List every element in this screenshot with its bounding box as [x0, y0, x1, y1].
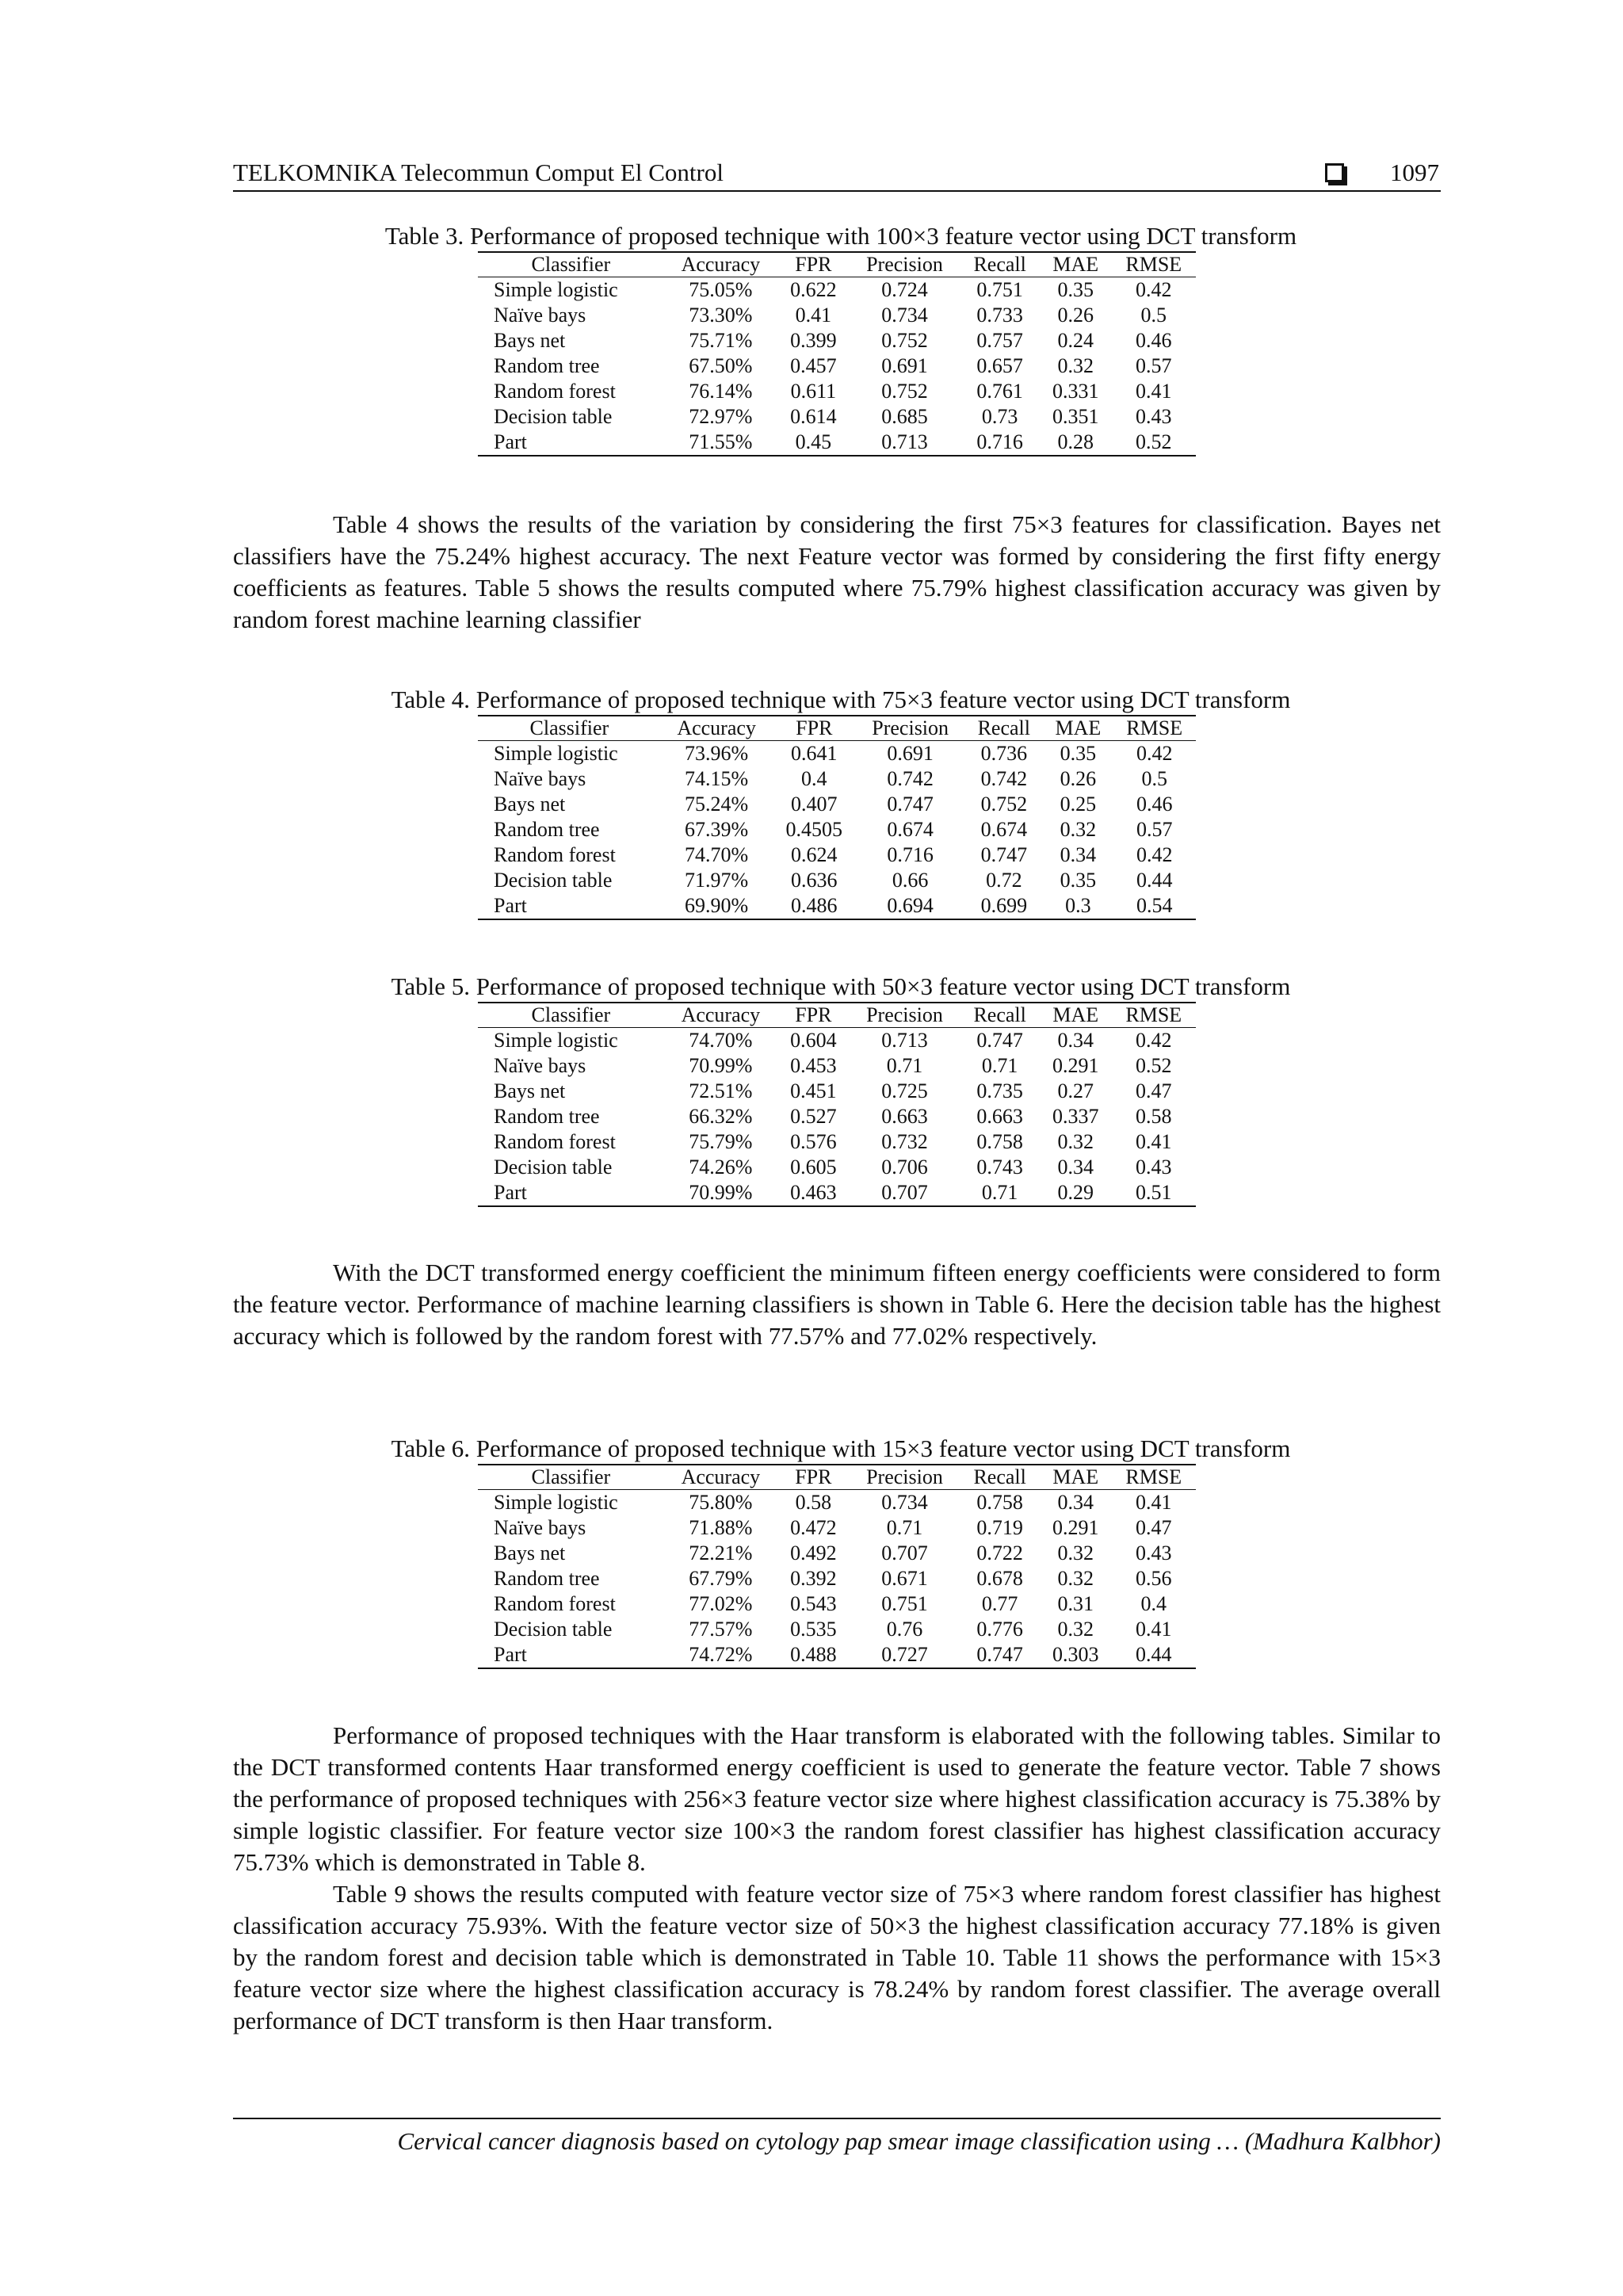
value-cell: 0.732 — [881, 1130, 928, 1153]
table-row — [478, 430, 1196, 456]
column-header: FPR — [777, 1003, 850, 1028]
value-cell: 0.605 — [790, 1156, 837, 1179]
value-cell: 67.79% — [689, 1567, 753, 1590]
classifier-cell: Decision table — [494, 1156, 613, 1179]
value-cell: 0.576 — [790, 1130, 837, 1153]
table-caption: Table 6. Performance of proposed technique with 15×3 feature vector using DCT transform — [391, 1435, 1291, 1462]
checkbox-square-icon — [1325, 163, 1344, 182]
column-header: Recall — [960, 1003, 1040, 1028]
value-cell: 0.43 — [1136, 405, 1172, 428]
column-header: Accuracy — [664, 1465, 777, 1490]
value-cell: 0.492 — [790, 1541, 837, 1564]
table-caption: Table 3. Performance of proposed technique with 100×3 feature vector using DCT transform — [384, 222, 1297, 250]
value-cell: 0.392 — [790, 1567, 837, 1590]
classifier-cell: Decision table — [494, 405, 613, 428]
value-cell: 0.733 — [976, 304, 1023, 327]
value-cell: 0.24 — [1057, 329, 1094, 352]
table-row — [478, 277, 1196, 304]
value-cell: 0.747 — [980, 843, 1028, 866]
table-row — [478, 1079, 1196, 1104]
value-cell: 0.691 — [887, 742, 934, 765]
value-cell: 0.707 — [881, 1541, 928, 1564]
value-cell: 0.34 — [1057, 1156, 1094, 1179]
value-cell: 75.71% — [689, 329, 753, 352]
table-row — [478, 1104, 1196, 1129]
value-cell: 0.636 — [791, 869, 838, 892]
table-6 — [478, 1464, 1196, 1669]
value-cell: 0.35 — [1060, 742, 1097, 765]
table-5-block — [233, 972, 1441, 1207]
table-row — [478, 1028, 1196, 1054]
value-cell: 0.725 — [881, 1079, 928, 1102]
value-cell: 0.671 — [881, 1567, 928, 1590]
column-header: Precision — [850, 252, 960, 277]
value-cell: 0.5 — [1141, 767, 1167, 790]
classifier-cell: Part — [478, 1180, 664, 1206]
classifier-cell: Part — [478, 893, 661, 919]
classifier-cell: Random tree — [494, 818, 600, 841]
value-cell: 0.751 — [881, 1592, 928, 1615]
value-cell: 0.57 — [1136, 818, 1173, 841]
value-cell: 0.52 — [1112, 430, 1196, 456]
value-cell: 0.4505 — [785, 818, 843, 841]
value-cell: 0.742 — [980, 767, 1028, 790]
table-row — [478, 1155, 1196, 1180]
column-header: RMSE — [1112, 1465, 1196, 1490]
value-cell: 67.50% — [689, 354, 753, 377]
table-row — [478, 303, 1196, 328]
column-header: Accuracy — [664, 1003, 777, 1028]
value-cell: 0.32 — [1057, 1541, 1094, 1564]
value-cell: 0.706 — [881, 1156, 928, 1179]
column-header: RMSE — [1112, 252, 1196, 277]
classifier-cell: Random tree — [494, 354, 600, 377]
value-cell: 0.757 — [976, 329, 1023, 352]
value-cell: 0.26 — [1057, 304, 1094, 327]
value-cell: 0.604 — [790, 1029, 837, 1052]
column-header: Classifier — [478, 1003, 664, 1028]
value-cell: 71.97% — [685, 869, 749, 892]
value-cell: 67.39% — [685, 818, 749, 841]
classifier-cell: Random tree — [494, 1567, 600, 1590]
table-row — [478, 353, 1196, 379]
classifier-cell: Naïve bays — [494, 304, 586, 327]
column-header: Precision — [850, 1465, 960, 1490]
value-cell: 0.758 — [976, 1130, 1023, 1153]
column-header: MAE — [1043, 716, 1113, 741]
table-row — [478, 1515, 1196, 1541]
value-cell: 0.707 — [850, 1180, 960, 1206]
value-cell: 0.407 — [791, 793, 838, 816]
value-cell: 0.735 — [976, 1079, 1023, 1102]
value-cell: 0.685 — [881, 405, 928, 428]
value-cell: 0.43 — [1136, 1541, 1172, 1564]
table-row — [478, 817, 1196, 842]
value-cell: 72.97% — [689, 405, 753, 428]
value-cell: 0.752 — [980, 793, 1028, 816]
classifier-cell: Decision table — [494, 869, 613, 892]
value-cell: 0.622 — [790, 278, 837, 301]
column-header: Accuracy — [664, 252, 777, 277]
classifier-cell: Simple logistic — [494, 1491, 618, 1514]
page-number: 1097 — [1390, 159, 1439, 186]
value-cell: 0.742 — [887, 767, 934, 790]
value-cell: 0.734 — [881, 1491, 928, 1514]
value-cell: 0.41 — [1136, 1491, 1172, 1514]
value-cell: 0.42 — [1136, 843, 1173, 866]
value-cell: 0.34 — [1060, 843, 1097, 866]
value-cell: 0.678 — [976, 1567, 1023, 1590]
table-row — [478, 1566, 1196, 1591]
classifier-cell: Bays net — [494, 1079, 566, 1102]
value-cell: 0.41 — [795, 304, 832, 327]
value-cell: 0.32 — [1057, 1567, 1094, 1590]
table-caption: Table 5. Performance of proposed technique with 50×3 feature vector using DCT transform — [391, 972, 1291, 1000]
value-cell: 0.4 — [1140, 1592, 1167, 1615]
table-row — [478, 1180, 1196, 1206]
column-header: MAE — [1040, 252, 1112, 277]
value-cell: 0.73 — [981, 405, 1018, 428]
table-row — [478, 741, 1196, 767]
value-cell: 0.27 — [1057, 1079, 1094, 1102]
table-caption: Table 4. Performance of proposed technique with 75×3 feature vector using DCT transform — [391, 686, 1291, 713]
value-cell: 0.31 — [1057, 1592, 1094, 1615]
value-cell: 0.77 — [981, 1592, 1018, 1615]
table-4 — [478, 715, 1196, 920]
value-cell: 74.72% — [664, 1642, 777, 1668]
column-header: Classifier — [478, 716, 661, 741]
table-header-row — [478, 1003, 1196, 1028]
value-cell: 0.35 — [1060, 869, 1097, 892]
classifier-cell: Random forest — [494, 1592, 616, 1615]
value-cell: 0.71 — [981, 1054, 1018, 1077]
value-cell: 0.42 — [1136, 1029, 1172, 1052]
value-cell: 71.88% — [689, 1516, 753, 1539]
value-cell: 0.41 — [1136, 380, 1172, 403]
value-cell: 0.291 — [1052, 1054, 1099, 1077]
value-cell: 0.32 — [1060, 818, 1097, 841]
classifier-cell: Simple logistic — [494, 278, 618, 301]
value-cell: 0.43 — [1136, 1156, 1172, 1179]
table-row — [478, 1129, 1196, 1155]
value-cell: 0.663 — [976, 1105, 1023, 1128]
running-header — [233, 155, 1441, 192]
value-cell: 0.303 — [1040, 1642, 1112, 1668]
classifier-cell: Naïve bays — [494, 767, 586, 790]
value-cell: 0.734 — [881, 304, 928, 327]
classifier-cell: Random forest — [494, 380, 616, 403]
value-cell: 76.14% — [689, 380, 753, 403]
value-cell: 0.52 — [1136, 1054, 1172, 1077]
classifier-cell: Naïve bays — [494, 1516, 586, 1539]
value-cell: 0.752 — [881, 380, 928, 403]
value-cell: 0.713 — [850, 430, 960, 456]
value-cell: 0.54 — [1113, 893, 1196, 919]
value-cell: 0.722 — [976, 1541, 1023, 1564]
table-row — [478, 1541, 1196, 1566]
value-cell: 74.70% — [685, 843, 749, 866]
value-cell: 0.29 — [1040, 1180, 1112, 1206]
value-cell: 77.57% — [689, 1618, 753, 1641]
value-cell: 0.747 — [960, 1642, 1040, 1668]
value-cell: 0.72 — [986, 869, 1022, 892]
value-cell: 73.30% — [689, 304, 753, 327]
value-cell: 0.758 — [976, 1491, 1023, 1514]
value-cell: 0.25 — [1060, 793, 1097, 816]
value-cell: 0.716 — [960, 430, 1040, 456]
table-row — [478, 766, 1196, 792]
value-cell: 73.96% — [685, 742, 749, 765]
value-cell: 0.45 — [777, 430, 850, 456]
value-cell: 0.71 — [886, 1054, 923, 1077]
table-row — [478, 893, 1196, 919]
value-cell: 75.05% — [689, 278, 753, 301]
table-row — [478, 328, 1196, 353]
value-cell: 0.44 — [1136, 869, 1173, 892]
classifier-cell: Bays net — [494, 329, 566, 352]
value-cell: 0.614 — [790, 405, 837, 428]
table-row — [478, 842, 1196, 868]
table-6-block — [233, 1434, 1441, 1669]
value-cell: 66.32% — [689, 1105, 753, 1128]
column-header: FPR — [777, 1465, 850, 1490]
value-cell: 0.453 — [790, 1054, 837, 1077]
value-cell: 0.46 — [1136, 793, 1173, 816]
column-header: MAE — [1040, 1003, 1112, 1028]
value-cell: 70.99% — [689, 1054, 753, 1077]
value-cell: 0.41 — [1136, 1130, 1172, 1153]
value-cell: 0.57 — [1136, 354, 1172, 377]
column-header: FPR — [773, 716, 856, 741]
classifier-cell: Decision table — [494, 1618, 613, 1641]
classifier-cell: Part — [478, 430, 664, 456]
classifier-cell: Bays net — [494, 1541, 566, 1564]
column-header: Precision — [856, 716, 964, 741]
value-cell: 0.76 — [886, 1618, 923, 1641]
column-header: RMSE — [1112, 1003, 1196, 1028]
value-cell: 69.90% — [661, 893, 773, 919]
journal-name: TELKOMNIKA Telecommun Comput El Control — [233, 159, 724, 186]
column-header: RMSE — [1113, 716, 1196, 741]
paragraph-text: With the DCT transformed energy coefficient the minimum fifteen energy coefficients were considered to form the feature vector. Performance of machine learning classifiers is shown in Table 6. Here the decision table has the highest accuracy which is followed by the random forest with 77.57% and 77.02% respectively. — [233, 1259, 1441, 1350]
column-header: Recall — [960, 1465, 1040, 1490]
value-cell: 0.3 — [1043, 893, 1113, 919]
value-cell: 0.32 — [1057, 1618, 1094, 1641]
table-row — [478, 868, 1196, 893]
running-footer — [233, 2118, 1441, 2159]
value-cell: 0.716 — [887, 843, 934, 866]
value-cell: 0.747 — [976, 1029, 1023, 1052]
value-cell: 0.291 — [1052, 1516, 1099, 1539]
table-row — [478, 1053, 1196, 1079]
value-cell: 0.44 — [1112, 1642, 1196, 1668]
value-cell: 0.331 — [1052, 380, 1099, 403]
value-cell: 72.51% — [689, 1079, 753, 1102]
classifier-cell: Bays net — [494, 793, 566, 816]
value-cell: 0.337 — [1052, 1105, 1099, 1128]
value-cell: 0.543 — [790, 1592, 837, 1615]
classifier-cell: Simple logistic — [494, 1029, 618, 1052]
value-cell: 0.743 — [976, 1156, 1023, 1179]
value-cell: 74.15% — [685, 767, 749, 790]
classifier-cell: Random tree — [494, 1105, 600, 1128]
value-cell: 75.79% — [689, 1130, 753, 1153]
value-cell: 0.776 — [976, 1618, 1023, 1641]
column-header: Precision — [850, 1003, 960, 1028]
value-cell: 0.488 — [777, 1642, 850, 1668]
value-cell: 0.663 — [881, 1105, 928, 1128]
table-header-row — [478, 716, 1196, 741]
value-cell: 0.47 — [1136, 1079, 1172, 1102]
paragraph-1 — [233, 509, 1441, 636]
table-3 — [478, 251, 1196, 457]
footer-text: Cervical cancer diagnosis based on cytology pap smear image classification using … (Madhura Kalbhor) — [397, 2127, 1441, 2155]
value-cell: 0.34 — [1057, 1029, 1094, 1052]
value-cell: 0.641 — [791, 742, 838, 765]
table-row — [478, 1642, 1196, 1668]
value-cell: 0.42 — [1136, 742, 1173, 765]
value-cell: 0.747 — [887, 793, 934, 816]
column-header: Recall — [964, 716, 1043, 741]
value-cell: 75.24% — [685, 793, 749, 816]
value-cell: 0.32 — [1057, 354, 1094, 377]
classifier-cell: Random forest — [494, 1130, 616, 1153]
value-cell: 0.713 — [881, 1029, 928, 1052]
value-cell: 0.674 — [980, 818, 1028, 841]
table-row — [478, 792, 1196, 817]
value-cell: 0.32 — [1057, 1130, 1094, 1153]
column-header: Classifier — [478, 1465, 664, 1490]
value-cell: 0.71 — [960, 1180, 1040, 1206]
value-cell: 0.761 — [976, 380, 1023, 403]
column-header: Accuracy — [661, 716, 773, 741]
value-cell: 0.399 — [790, 329, 837, 352]
classifier-cell: Part — [478, 1642, 664, 1668]
table-3-block — [233, 221, 1441, 457]
value-cell: 0.34 — [1057, 1491, 1094, 1514]
table-row — [478, 379, 1196, 404]
paragraph-4 — [233, 1878, 1441, 2037]
value-cell: 75.80% — [689, 1491, 753, 1514]
table-header-row — [478, 252, 1196, 277]
paragraph-text: Table 9 shows the results computed with feature vector size of 75×3 where random forest classifier has highest classification accuracy 75.93%. With the feature vector size of 50×3 the highest classification accuracy 77.18% is given by the random forest and decision table which is demonstrated in Table 10. Table 11 shows the performance with 15×3 feature vector size where the highest classification accuracy is 78.24% by random forest classifier. The average overall performance of DCT transform is then Haar transform. — [233, 1880, 1441, 2034]
value-cell: 0.624 — [791, 843, 838, 866]
paragraph-3 — [233, 1720, 1441, 1878]
classifier-cell: Naïve bays — [494, 1054, 586, 1077]
value-cell: 0.674 — [887, 818, 934, 841]
classifier-cell: Simple logistic — [494, 742, 618, 765]
value-cell: 70.99% — [664, 1180, 777, 1206]
value-cell: 0.47 — [1136, 1516, 1172, 1539]
value-cell: 0.35 — [1057, 278, 1094, 301]
value-cell: 74.70% — [689, 1029, 753, 1052]
column-header: Classifier — [478, 252, 664, 277]
column-header: FPR — [777, 252, 850, 277]
value-cell: 0.472 — [790, 1516, 837, 1539]
value-cell: 0.66 — [892, 869, 929, 892]
value-cell: 0.5 — [1140, 304, 1167, 327]
table-row — [478, 404, 1196, 430]
value-cell: 0.28 — [1040, 430, 1112, 456]
value-cell: 0.752 — [881, 329, 928, 352]
value-cell: 0.71 — [886, 1516, 923, 1539]
value-cell: 0.46 — [1136, 329, 1172, 352]
value-cell: 0.719 — [976, 1516, 1023, 1539]
value-cell: 0.56 — [1136, 1567, 1172, 1590]
value-cell: 0.736 — [980, 742, 1028, 765]
value-cell: 0.694 — [856, 893, 964, 919]
value-cell: 0.41 — [1136, 1618, 1172, 1641]
table-row — [478, 1490, 1196, 1516]
classifier-cell: Random forest — [494, 843, 616, 866]
value-cell: 0.724 — [881, 278, 928, 301]
value-cell: 0.527 — [790, 1105, 837, 1128]
value-cell: 0.486 — [773, 893, 856, 919]
value-cell: 0.727 — [850, 1642, 960, 1668]
value-cell: 77.02% — [689, 1592, 753, 1615]
value-cell: 0.26 — [1060, 767, 1097, 790]
table-row — [478, 1617, 1196, 1642]
value-cell: 0.58 — [1136, 1105, 1172, 1128]
table-row — [478, 1591, 1196, 1617]
paragraph-text: Table 4 shows the results of the variation by considering the first 75×3 features for classification. Bayes net classifiers have the 75.24% highest accuracy. The next Feature vector was formed by considering the first fifty energy coefficients as features. Table 5 shows the results computed where 75.79% highest classification accuracy was given by random forest machine learning classifier — [233, 510, 1441, 633]
value-cell: 0.611 — [790, 380, 837, 403]
value-cell: 0.51 — [1112, 1180, 1196, 1206]
table-4-block — [233, 685, 1441, 920]
value-cell: 0.751 — [976, 278, 1023, 301]
value-cell: 0.535 — [790, 1618, 837, 1641]
table-5 — [478, 1002, 1196, 1207]
value-cell: 0.42 — [1136, 278, 1172, 301]
value-cell: 0.351 — [1052, 405, 1099, 428]
paragraph-2 — [233, 1257, 1441, 1352]
value-cell: 0.451 — [790, 1079, 837, 1102]
value-cell: 74.26% — [689, 1156, 753, 1179]
value-cell: 0.657 — [976, 354, 1023, 377]
table-header-row — [478, 1465, 1196, 1490]
value-cell: 71.55% — [664, 430, 777, 456]
column-header: MAE — [1040, 1465, 1112, 1490]
value-cell: 0.457 — [790, 354, 837, 377]
column-header: Recall — [960, 252, 1040, 277]
value-cell: 72.21% — [689, 1541, 753, 1564]
value-cell: 0.4 — [801, 767, 827, 790]
paragraph-text: Performance of proposed techniques with the Haar transform is elaborated with the following tables. Similar to the DCT transformed contents Haar transformed energy coefficient is used to generate the feature vector. Table 7 shows the performance of proposed techniques with 256×3 feature vector size where highest classification accuracy is 75.38% by simple logistic classifier. For feature vector size 100×3 the random forest classifier has highest classification accuracy 75.73% which is demonstrated in Table 8. — [233, 1721, 1441, 1876]
value-cell: 0.463 — [777, 1180, 850, 1206]
value-cell: 0.691 — [881, 354, 928, 377]
value-cell: 0.699 — [964, 893, 1043, 919]
value-cell: 0.58 — [795, 1491, 832, 1514]
